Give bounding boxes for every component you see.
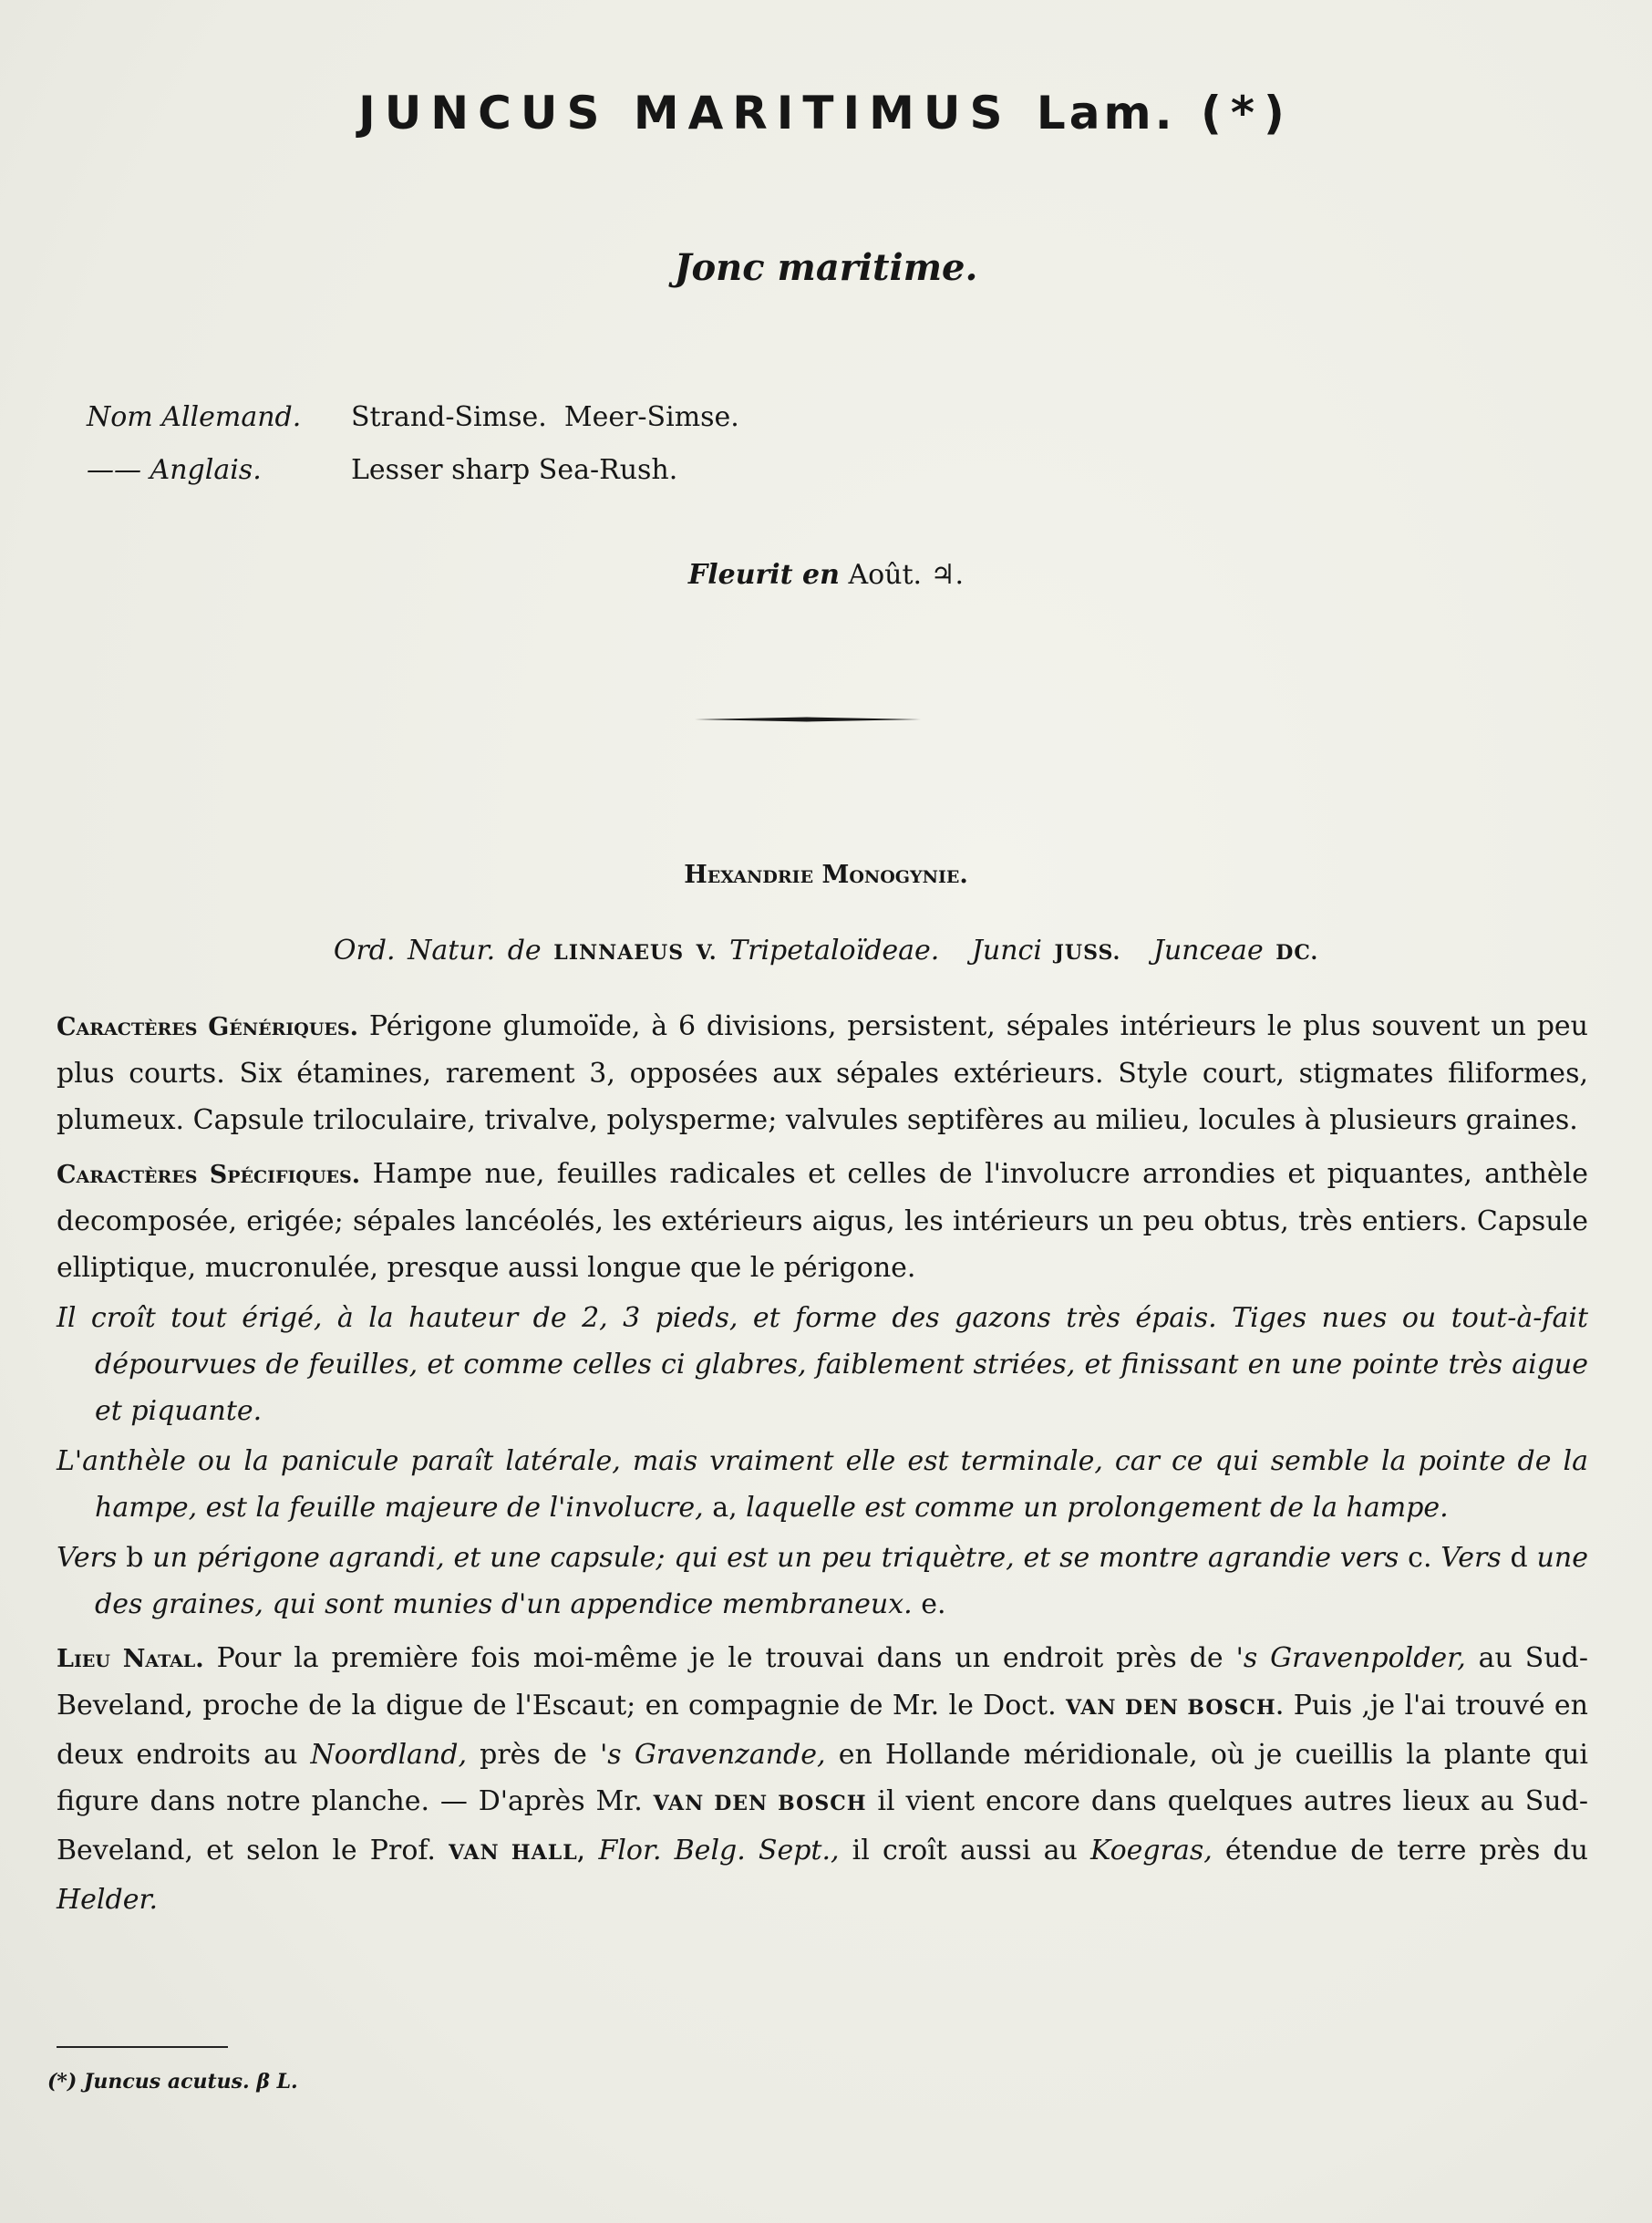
- german-value: Strand-Simse. Meer-Simse.: [351, 401, 739, 433]
- place-gravenpolder: 's Gravenpolder,: [1235, 1642, 1466, 1674]
- linnaean-class: Hexandrie Monogynie.: [684, 861, 968, 889]
- page-title: [0, 87, 1652, 140]
- german-name-row: [87, 401, 739, 454]
- generic-heading: Caractères Génériques.: [57, 1013, 359, 1041]
- figure-ref-b: b: [126, 1542, 144, 1574]
- description-p3-text: un périgone agrandi, et une capsule; qui est un peu triquètre, et se montre agrandie vers: [152, 1542, 1399, 1574]
- generic-characters: [57, 1003, 1588, 1143]
- name-van-hall: VAN HALL,: [449, 1841, 586, 1865]
- habitat-text-5: en Hollande méridionale, où je cueillis la plante qui figure dans notre planche. — D'après Mr.: [57, 1739, 1588, 1817]
- title-author: Lam.: [1036, 87, 1176, 140]
- habitat-text-8: étendue de terre près du: [1224, 1835, 1588, 1866]
- place-helder: Helder.: [57, 1884, 159, 1916]
- common-names: [87, 401, 739, 507]
- description-p2-text-end: laquelle est comme un prolongement de la hampe.: [746, 1492, 1449, 1524]
- specific-characters: [57, 1151, 1588, 1291]
- generic-text: Périgone glumoïde, à 6 divisions, persistent, sépales intérieurs le plus souvent un peu plus courts. Six étamines, rarement 3, opposées aux sépales extérieurs. Style court, stigmates filiformes, plumeux. Capsule triloculaire, trivalve, polysperme; valvules septifères au milieu, locules à plusieurs graines.: [57, 1010, 1588, 1136]
- figure-ref-a: a,: [712, 1492, 738, 1524]
- name-van-den-bosch: VAN DEN BOSCH.: [1065, 1696, 1285, 1720]
- english-label: —— Anglais.: [87, 454, 262, 486]
- flora-belgii: Flor. Belg. Sept.,: [598, 1835, 840, 1866]
- title-footnote-mark: (*): [1201, 87, 1294, 140]
- flowering-month: Août.: [848, 559, 923, 591]
- dc: DC.: [1275, 941, 1319, 965]
- perennial-symbol: ♃.: [930, 559, 965, 591]
- specific-text: Hampe nue, feuilles radicales et celles de l'involucre arrondies et piquantes, anthèle decomposée, erigée; sépales lancéolés, les extérieurs aigus, les intérieurs un peu obtus, très entiers. Capsule elliptique, mucronulée, presque aussi longue que le périgone.: [57, 1158, 1588, 1284]
- place-koegras: Koegras,: [1090, 1835, 1213, 1866]
- habitat-text-6: il vient encore dans quelques autres lieux au Sud-Beveland, et selon le Prof.: [57, 1785, 1588, 1866]
- habitat-text-2: au Sud-Beveland, proche de la digue de l'Escaut; en compagnie de Mr. le Doct.: [57, 1642, 1588, 1722]
- natural-order-line: [0, 935, 1652, 967]
- habitat-text-3: Puis ,je l'ai trouvé en deux endroits au: [57, 1690, 1588, 1771]
- english-name-row: [87, 454, 739, 507]
- description-p2-text: L'anthèle ou la panicule paraît latérale, mais vraiment elle est terminale, car ce qui semble la pointe de la hampe, est la feuille majeure de l'involucre,: [57, 1445, 1588, 1524]
- place-gravenzande: 's Gravenzande,: [600, 1739, 826, 1771]
- habitat-text-1: Pour la première fois moi-même je le trouvai dans un endroit près de: [216, 1642, 1224, 1674]
- flowering-line: [0, 559, 1652, 591]
- habitat: [57, 1635, 1588, 1923]
- description-p1: Il croît tout érigé, à la hauteur de 2, 3 pieds, et forme des gazons très épais. Tiges nues ou tout-à-fait dépourvues de feuilles, et comme celles ci glabres, faiblement striées, et finissant en une pointe très aigue et piquante.: [57, 1302, 1588, 1427]
- ord-label: Ord. Natur. de: [333, 935, 542, 967]
- ornamental-rule: [693, 716, 921, 723]
- description-p2: [57, 1438, 1588, 1531]
- habitat-heading: Lieu Natal.: [57, 1645, 204, 1673]
- habitat-text-7: il croît aussi au: [852, 1835, 1078, 1866]
- english-value: Lesser sharp Sea-Rush.: [351, 454, 678, 486]
- description-p3: [57, 1535, 1588, 1628]
- title-genus-species: JUNCUS MARITIMUS: [358, 87, 1012, 140]
- description-p3-text2: une des graines, qui sont munies d'un appendice membraneux.: [95, 1542, 1588, 1620]
- description: [57, 1295, 1588, 1628]
- linnaeus-name: LINNAEUS: [553, 941, 685, 965]
- footnote: (*) Juncus acutus. β L.: [47, 2070, 298, 2094]
- figure-ref-e: e.: [921, 1588, 946, 1620]
- figure-ref-d: d: [1510, 1542, 1528, 1574]
- footnote-rule: [57, 2046, 228, 2048]
- juss: JUSS.: [1054, 941, 1121, 965]
- habitat-text-4: près de: [480, 1739, 587, 1771]
- junci: Junci: [971, 935, 1042, 967]
- french-name: Jonc maritime.: [674, 246, 978, 289]
- german-label: Nom Allemand.: [87, 401, 302, 433]
- name-van-den-bosch-2: VAN DEN BOSCH: [653, 1792, 867, 1815]
- flowering-label: Fleurit en: [687, 559, 840, 591]
- figure-ref-c: c.: [1408, 1542, 1432, 1574]
- main-text: [57, 1003, 1588, 1927]
- description-p3-vers: Vers: [57, 1542, 118, 1574]
- description-p3-vers2: Vers: [1440, 1542, 1502, 1574]
- tripetaloideae: Tripetaloïdeae.: [729, 935, 940, 967]
- linnaeus-v: V.: [696, 941, 718, 965]
- junceae: Junceae: [1152, 935, 1264, 967]
- specific-heading: Caractères Spécifiques.: [57, 1161, 361, 1189]
- place-noordland: Noordland,: [310, 1739, 467, 1771]
